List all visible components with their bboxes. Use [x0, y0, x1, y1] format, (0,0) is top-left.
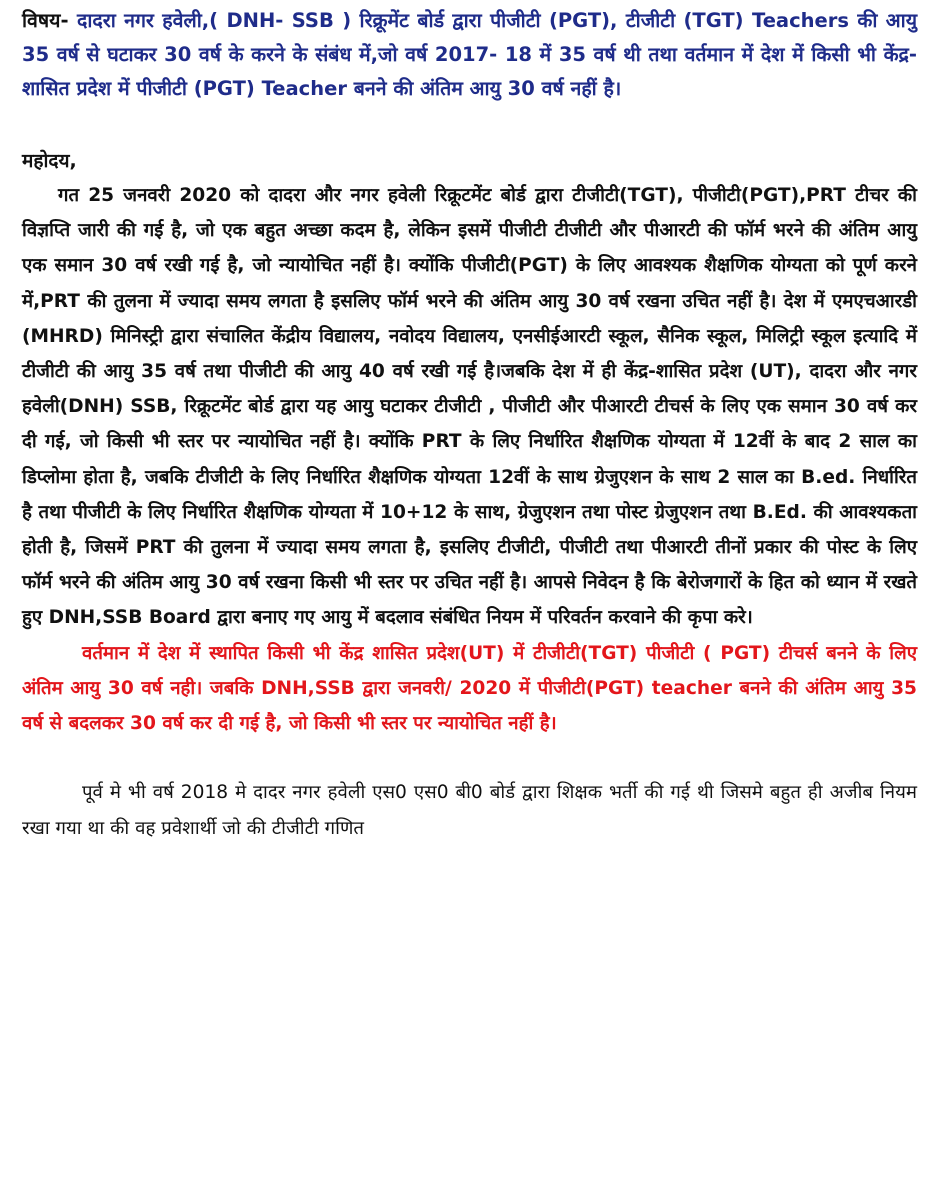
- highlight-paragraph: वर्तमान में देश में स्थापित किसी भी केंद्र शासित प्रदेश(UT) में टीजीटी(TGT) पीजीटी ( PGT) टीचर्स बनने के लिए अंतिम आयु 30 वर्ष नही। जबकि DNH,SSB द्वारा जनवरी/ 2020 में पीजीटी(PGT) teacher बनने की अंतिम आयु 35 वर्ष से बदलकर 30 वर्ष कर दी गई है, जो किसी भी स्तर पर न्यायोचित नहीं है।: [22, 642, 917, 735]
- main-paragraph: गत 25 जनवरी 2020 को दादरा और नगर हवेली रिक्रूटमेंट बोर्ड द्वारा टीजीटी(TGT), पीजीटी(PGT),PRT टीचर की विज्ञप्ति जारी की गई है, जो एक बहुत अच्छा कदम है, लेकिन इसमें पीजीटी टीजीटी और पीआरटी की फॉर्म भरने की अंतिम आयु एक समान 30 वर्ष रखी गई है, जो न्यायोचित नहीं है। क्योंकि पीजीटी(PGT) के लिए आवश्यक शैक्षणिक योग्यता को पूर्ण करने में,PRT की तुलना में ज्यादा समय लगता है इसलिए फॉर्म भरने की अंतिम आयु 30 वर्ष रखना उचित नहीं है। देश में एमएचआरडी (MHRD) मिनिस्ट्री द्वारा संचालित केंद्रीय विद्यालय, नवोदय विद्यालय, एनसीईआरटी स्कूल, सैनिक स्कूल, मिलिट्री स्कूल इत्यादि में टीजीटी की आयु 35 वर्ष तथा पीजीटी की आयु 40 वर्ष रखी गई है।जबकि देश में ही केंद्र-शासित प्रदेश (UT), दादरा और नगर हवेली(DNH) SSB, रिक्रूटमेंट बोर्ड द्वारा यह आयु घटाकर टीजीटी , पीजीटी और पीआरटी टीचर्स के लिए एक समान 30 वर्ष कर दी गई, जो किसी भी स्तर पर न्यायोचित नहीं है। क्योंकि PRT के लिए निर्धारित शैक्षणिक योग्यता में 12वीं के बाद 2 साल का डिप्लोमा होता है, जबकि टीजीटी के लिए निर्धारित शैक्षणिक योग्यता 12वीं के साथ ग्रेजुएशन के साथ 2 साल का B.ed. निर्धारित है तथा पीजीटी के लिए निर्धारित शैक्षणिक योग्यता में 10+12 के साथ, ग्रेजुएशन तथा पोस्ट ग्रेजुएशन तथा B.Ed. की आवश्यकता होती है, जिसमें PRT की तुलना में ज्यादा समय लगता है, इसलिए टीजीटी, पीजीटी तथा पीआरटी तीनों प्रकार की पोस्ट के लिए फॉर्म भरने की अंतिम आयु 30 वर्ष रखना किसी भी स्तर पर उचित नहीं है। आपसे निवेदन है कि बेरोजगारों के हित को ध्यान में रखते हुए DNH,SSB Board द्वारा बनाए गए आयु में बदलाव संबंधित नियम में परिवर्तन करवाने की कृपा करे।: [22, 185, 917, 629]
- salutation: महोदय,: [22, 150, 77, 172]
- subject-text: दादरा नगर हवेली,( DNH- SSB ) रिक्रूमेंट बोर्ड द्वारा पीजीटी (PGT), टीजीटी (TGT) Teachers की आयु 35 वर्ष से घटाकर 30 वर्ष के करने के संबंध में,जो वर्ष 2017- 18 में 35 वर्ष थी तथा वर्तमान में देश में किसी भी केंद्र-शासित प्रदेश में पीजीटी (PGT) Teacher बनने की अंतिम आयु 30 वर्ष नहीं है।: [22, 9, 917, 100]
- subject-label: विषय-: [22, 9, 69, 32]
- previous-recruitment-paragraph: पूर्व मे भी वर्ष 2018 मे दादर नगर हवेली एस0 एस0 बी0 बोर्ड द्वारा शिक्षक भर्ती की गई थी जिसमे बहुत ही अजीब नियम रखा गया था की वह प्रवेशार्थी जो की टीजीटी गणित: [22, 782, 917, 840]
- subject-line: [22, 4, 917, 106]
